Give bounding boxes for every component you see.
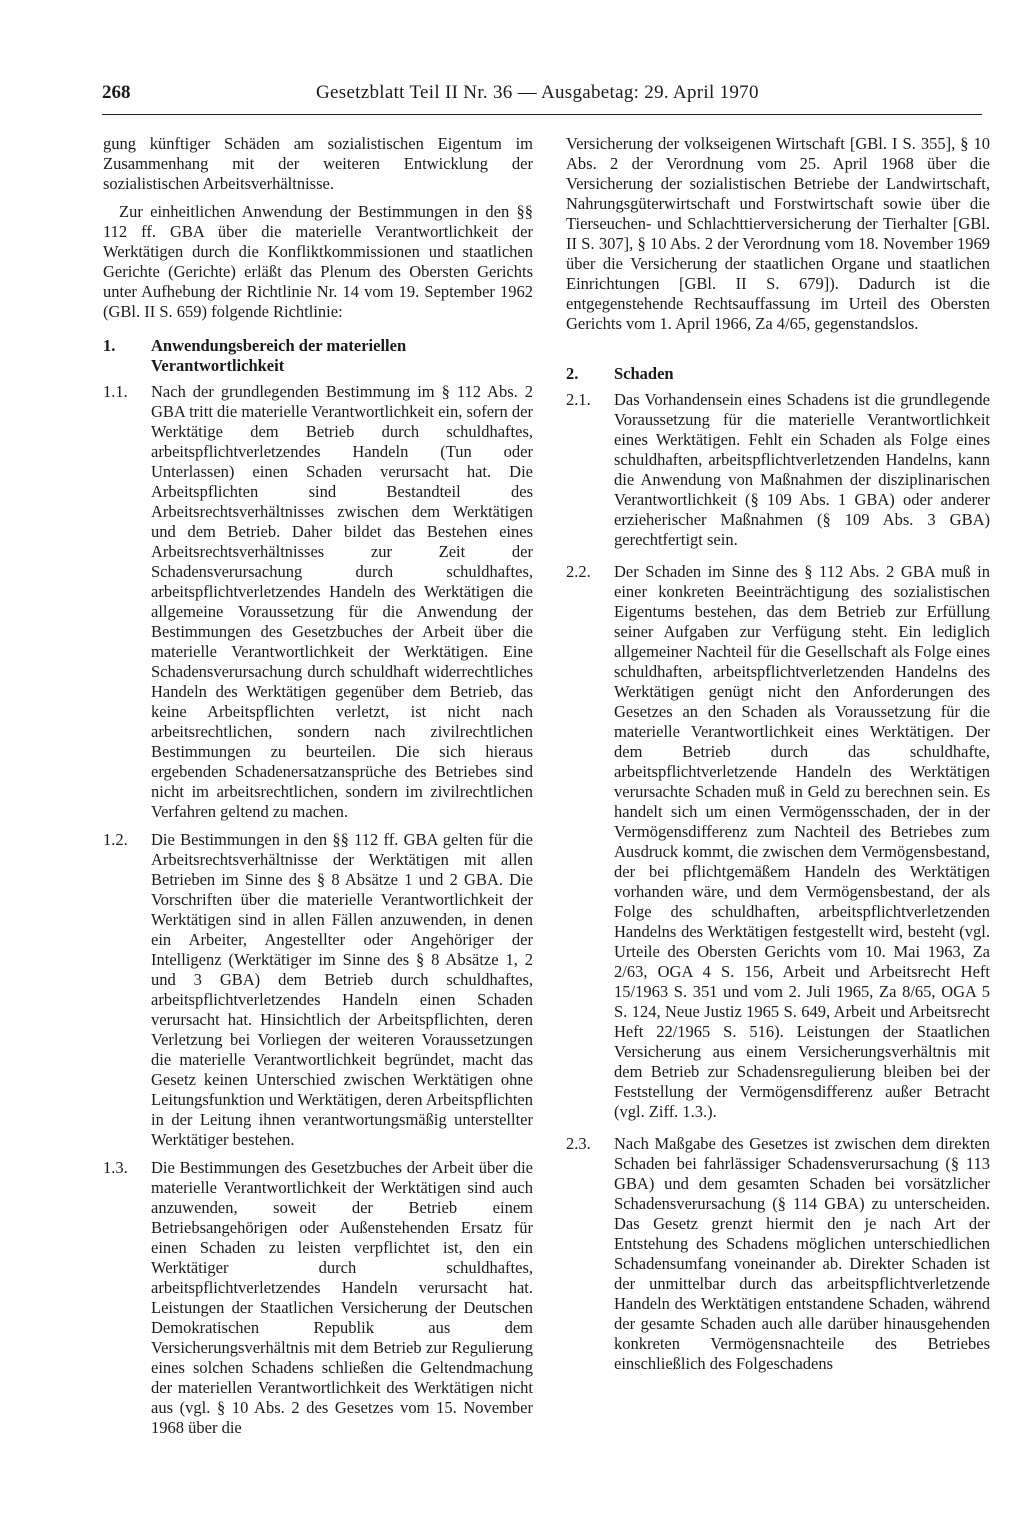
item-number: 1.1. xyxy=(103,382,128,401)
paragraph-1-1 xyxy=(103,382,533,822)
item-text: Das Vorhandensein eines Schadens ist die grundlegende Voraussetzung für die materielle Verantwortlichkeit eines Werktätigen. Fehlt ein Schaden als Folge eines schuldhaften, arbeitspflichtverletzenden Handelns, kann die Anwendung von Maßnahmen der disziplinarischen Verantwortlichkeit (§ 109 Abs. 1 GBA) oder anderer erzieherischer Maßnahmen (§ 109 Abs. 3 GBA) gerechtfertigt sein. xyxy=(614,390,990,549)
item-text: Die Bestimmungen des Gesetzbuches der Arbeit über die materielle Verantwortlichkeit der Werktätigen sind auch anzuwenden, soweit der Betrieb einem Betriebsangehörigen oder Außenstehenden Ersatz für einen Schaden zu leisten verpflichtet ist, den ein Werktätiger durch schuldhaftes, arbeitspflichtverletzendes Handeln verursacht hat. Leistungen der Staatlichen Versicherung der Deutschen Demokratischen Republik aus dem Versicherungsverhältnis mit dem Betrieb zur Regulierung eines solchen Schadens schließen die Geltendmachung der materiellen Verantwortlichkeit des Werktätigen nicht aus (vgl. § 10 Abs. 2 des Gesetzes vom 15. November 1968 über die xyxy=(151,1158,533,1437)
section-title: Schaden xyxy=(614,364,674,383)
left-column xyxy=(103,134,533,1438)
item-text: Der Schaden im Sinne des § 112 Abs. 2 GBA muß in einer konkreten Beeinträchtigung des sozialistischen Eigentums bestehen, das dem Betrieb zur Erfüllung seiner Aufgaben zur Verfügung steht. Ein lediglich allgemeiner Nachteil für die Gesellschaft als Folge eines schuldhaften, arbeitspflichtverletzenden Handelns des Werktätigen genügt nicht den Anforderungen des Gesetzes an den Schaden als Voraussetzung für die materielle Verantwortlichkeit eines Werktätigen. Der dem Betrieb durch das schuldhafte, arbeitspflichtverletzende Handeln des Werktätigen verursachte Schaden muß in Geld zu berechnen sein. Es handelt sich um einen Vermögensschaden, der in der Vermögensdifferenz zum Nachteil des Betriebes zum Ausdruck kommt, die zwischen dem Vermögensbestand, der bei pflichtgemäßem Handeln des Werktätigen vorhanden wäre, und dem Vermögensbestand, der als Folge des schuldhaften, arbeitspflichtverletzenden Handelns des Werktätigen festgestellt wird, besteht (vgl. Urteile des Obersten Gerichts vom 10. Mai 1963, Za 2/63, OGA 4 S. 156, Arbeit und Arbeitsrecht Heft 15/1963 S. 351 und vom 2. Juli 1965, Za 8/65, OGA 5 S. 124, Neue Justiz 1965 S. 649, Arbeit und Arbeitsrecht Heft 22/1965 S. 516). Leistungen der Staatlichen Versicherung aus einem Versicherungsverhältnis mit dem Betrieb zur Schadensregulierung bleiben bei der Feststellung der Vermögensdifferenz außer Betracht (vgl. Ziff. 1.3.). xyxy=(614,562,990,1121)
item-text: Die Bestimmungen in den §§ 112 ff. GBA gelten für die Arbeitsrechtsverhältnisse der Werktätigen mit allen Betrieben im Sinne des § 8 Absätze 1 und 2 GBA. Die Vorschriften über die materielle Verantwortlichkeit der Werktätigen sind in allen Fällen anzuwenden, in denen ein Arbeiter, Angestellter oder Angehöriger der Intelligenz (Werktätiger im Sinne des § 8 Absätze 1, 2 und 3 GBA) dem Betrieb durch schuldhaftes, arbeitspflichtverletzendes Handeln einen Schaden verursacht hat. Hinsichtlich der Arbeitspflichten, deren Verletzung bei Vorliegen der weiteren Voraussetzungen die materielle Verantwortlichkeit begründet, macht das Gesetz keinen Unterschied zwischen Werktätigen ohne Leitungsfunktion und Werktätigen, deren Arbeitspflichten in der Leitung ihnen verantwortungsmäßig unterstellter Werktätiger bestehen. xyxy=(151,830,533,1149)
section-number: 2. xyxy=(566,364,579,383)
section-number: 1. xyxy=(103,336,116,355)
section-1-heading xyxy=(103,336,533,376)
item-text: Nach Maßgabe des Gesetzes ist zwischen dem direkten Schaden bei fahrlässiger Schadensverursachung (§ 113 GBA) und dem gesamten Schaden bei vorsätzlicher Schadensverursachung (§ 114 GBA) zu unterscheiden. Das Gesetz grenzt hiermit den je nach Art der Entstehung des Schadens möglichen unterschiedlichen Schadensumfang voneinander ab. Direkter Schaden ist der unmittelbar durch das arbeitspflichtverletzende Handeln des Werktätigen entstandene Schaden, während der gesamte Schaden auch alle darüber hinausgehenden konkreten Vermögensnachteile des Betriebes einschließlich des Folgeschadens xyxy=(614,1134,990,1373)
paragraph-2-3 xyxy=(566,1134,990,1374)
right-column xyxy=(566,134,990,1374)
paragraph-1-2 xyxy=(103,830,533,1150)
paragraph-2-2 xyxy=(566,562,990,1122)
section-2-heading xyxy=(566,364,990,384)
paragraph-2-1 xyxy=(566,390,990,550)
paragraph-1-3 xyxy=(103,1158,533,1438)
item-number: 1.3. xyxy=(103,1158,128,1177)
item-number: 2.1. xyxy=(566,390,591,409)
header-title: Gesetzblatt Teil II Nr. 36 — Ausgabetag: 29. April 1970 xyxy=(316,82,759,103)
continuation-paragraph: Versicherung der volkseigenen Wirtschaft [GBl. I S. 355], § 10 Abs. 2 der Verordnung vom 25. April 1968 über die Versicherung der sozialistischen Betriebe der Landwirtschaft, Nahrungsgüterwirtschaft und Forstwirtschaft sowie über die Tierseuchen- und Schlachttierversicherung der Tierhalter [GBl. II S. 307], § 10 Abs. 2 der Verordnung vom 18. November 1969 über die Versicherung der staatlichen Organe und staatlichen Einrichtungen [GBl. II S. 679]). Dadurch ist die entgegenstehende Rechtsauffassung im Urteil des Obersten Gerichts vom 1. April 1966, Za 4/65, gegenstandslos. xyxy=(566,134,990,333)
intro-paragraph: Zur einheitlichen Anwendung der Bestimmungen in den §§ 112 ff. GBA über die materielle Verantwortlichkeit der Werktätigen durch die Konfliktkommissionen und staatlichen Gerichte (Gerichte) erläßt das Plenum des Obersten Gerichts unter Aufhebung der Richtlinie Nr. 14 vom 19. September 1962 (GBl. II S. 659) folgende Richtlinie: xyxy=(103,202,533,321)
item-number: 2.2. xyxy=(566,562,591,581)
page-header xyxy=(102,78,982,115)
item-text: Nach der grundlegenden Bestimmung im § 112 Abs. 2 GBA tritt die materielle Verantwortlichkeit ein, sofern der Werktätige dem Betrieb durch schuldhaftes, arbeitspflichtverletzendes Handeln (Tun oder Unterlassen) einen Schaden verursacht hat. Die Arbeitspflichten sind Bestandteil des Arbeitsrechtsverhältnisses zwischen dem Werktätigen und dem Betrieb. Daher bildet das Bestehen eines Arbeitsrechtsverhältnisses zur Zeit der Schadensverursachung durch schuldhaftes, arbeitspflichtverletzendes Handeln des Werktätigen die allgemeine Voraussetzung für die Anwendung der Bestimmungen des Gesetzbuches der Arbeit über die materielle Verantwortlichkeit der Werktätigen. Eine Schadensverursachung durch schuldhaft widerrechtliches Handeln des Werktätigen gegenüber dem Betrieb, das keine Arbeitspflichten verletzt, ist nicht nach arbeitsrechtlichen, sondern nach zivilrechtlichen Bestimmungen zu beurteilen. Die sich hieraus ergebenden Schadenersatzansprüche des Betriebes sind nicht im arbeitsrechtlichen, sondern im zivilrechtlichen Verfahren geltend zu machen. xyxy=(151,382,533,821)
page-number: 268 xyxy=(102,82,131,103)
item-number: 2.3. xyxy=(566,1134,591,1153)
item-number: 1.2. xyxy=(103,830,128,849)
intro-continuation: gung künftiger Schäden am sozialistischen Eigentum im Zusammenhang mit der weiteren Entwicklung der sozialistischen Arbeitsverhältnisse. xyxy=(103,134,533,193)
section-title: Anwendungsbereich der materiellen Verantwortlichkeit xyxy=(151,336,407,375)
